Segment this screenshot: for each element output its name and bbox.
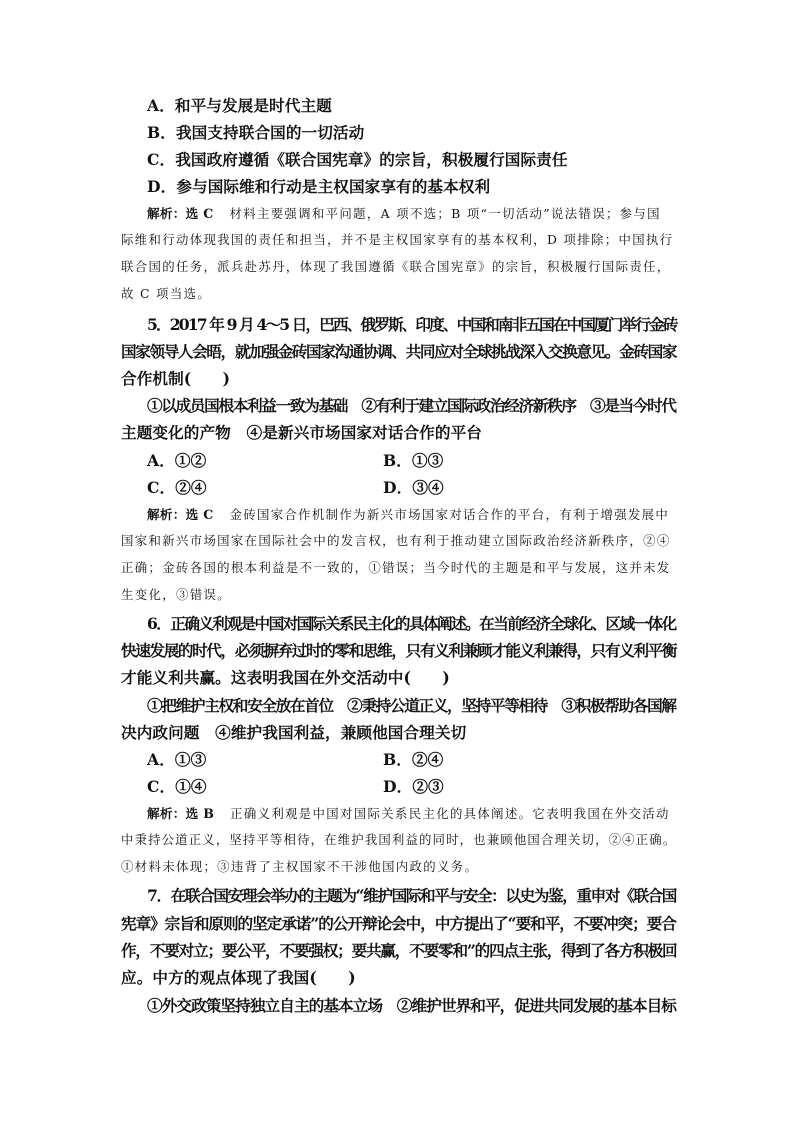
q5-explanation-line: 正确；金砖各国的根本利益是不一致的，①错误；当今时代的主题是和平与发展，这并未发 (121, 560, 671, 575)
q5-explanation-text: 金砖国家合作机制作为新兴市场国家对话合作的平台，有利于增强发展中 (229, 507, 670, 522)
q4-explanation-line (147, 205, 661, 223)
q6-explanation-line (147, 805, 670, 823)
q4-explanation-tag: 解析：选 C (147, 206, 214, 221)
q6-explanation-text: 正确义利观是中国对国际关系民主化的具体阐述。它表明我国在外交活动 (230, 806, 670, 821)
q6-item-line: ①把维护主权和安全放在首位 ②秉持公道正义，坚持平等相待 ③积极帮助各国解 (147, 696, 676, 715)
q5-option-a: A．①② (147, 451, 207, 470)
q5-explanation-line: 国家和新兴市场国家在国际社会中的发言权，也有利于推动建立国际政治经济新秩序，②④ (121, 533, 671, 548)
q6-explanation-line: 中秉持公道正义，坚持平等相待，在维护我国利益的同时，也兼顾他国合理关切，②④正确。 (121, 832, 677, 847)
q5-option-d: D．③④ (383, 478, 444, 497)
q6-option-a: A．①③ (147, 750, 207, 769)
q5-explanation-tag: 解析：选 C (147, 507, 214, 522)
q5-item-line: 主题变化的产物 ④是新兴市场国家对话合作的平台 (121, 423, 482, 442)
q7-item-line: ①外交政策坚持独立自主的基本立场 ②维护世界和平，促进共同发展的基本目标 (147, 996, 676, 1015)
q4-option-b: B．我国支持联合国的一切活动 (147, 123, 365, 142)
q5-explanation-line (147, 506, 669, 524)
q4-option-c: C．我国政府遵循《联合国宪章》的宗旨，积极履行国际责任 (147, 150, 568, 169)
q5-explanation-line: 生变化，③错误。 (121, 587, 231, 602)
q6-stem-line: 快速发展的时代，必须摒弃过时的零和思维，只有义利兼顾才能义利兼得，只有义利平衡 (121, 641, 677, 660)
q6-explanation-tag: 解析：选 B (147, 806, 215, 821)
q6-option-c: C．①④ (147, 777, 207, 796)
q5-stem-line: 国家领导人会晤，就加强金砖国家沟通协调、共同应对全球挑战深入交换意见。金砖国家 (121, 342, 677, 361)
q5-item-line: ①以成员国根本利益一致为基础 ②有利于建立国际政治经济新秩序 ③是当今时代 (147, 396, 676, 415)
q4-explanation-line: 际维和行动体现我国的责任和担当，并不是主权国家享有的基本权利，D 项排除；中国执行 (121, 232, 674, 247)
q4-option-a: A．和平与发展是时代主题 (147, 96, 332, 115)
q5-option-b: B．①③ (383, 451, 444, 470)
q7-stem-line: 应。中方的观点体现了我国( ) (121, 968, 356, 987)
q6-option-d: D．②③ (383, 777, 444, 796)
q4-explanation-line: 联合国的任务，派兵赴苏丹，体现了我国遵循《联合国宪章》的宗旨，积极履行国际责任， (121, 259, 671, 274)
q4-explanation-text: 材料主要强调和平问题，A 项不选；B 项“一切活动”说法错误；参与国 (229, 206, 661, 221)
q7-stem-line: 宪章》宗旨和原则的坚定承诺”的公开辩论会中，中方提出了“要和平，不要冲突；要合 (121, 914, 676, 933)
q6-stem-line: 才能义利共赢。这表明我国在外交活动中( ) (121, 668, 450, 687)
q4-explanation-line: 故 C 项当选。 (121, 286, 212, 301)
q5-stem-line: 5．2017 年 9 月 4～5 日，巴西、俄罗斯、印度、中国和南非五国在中国厦门举行金砖 (147, 315, 677, 334)
q5-stem-line: 合作机制( ) (121, 369, 231, 388)
q6-option-b: B．②④ (383, 750, 444, 769)
q6-item-line: 决内政问题 ④维护我国利益，兼顾他国合理关切 (121, 723, 467, 742)
q5-option-c: C．②④ (147, 478, 207, 497)
q4-option-d: D．参与国际维和行动是主权国家享有的基本权利 (147, 177, 491, 196)
q7-stem-line: 7．在联合国安理会举办的主题为“维护国际和平与安全：以史为鉴，重申对《联合国 (147, 886, 676, 905)
q6-explanation-line: ①材料未体现；③违背了主权国家不干涉他国内政的义务。 (121, 859, 479, 874)
q7-stem-line: 作，不要对立；要公平，不要强权；要共赢，不要零和”的四点主张，得到了各方积极回 (121, 941, 677, 960)
q6-stem-line: 6．正确义利观是中国对国际关系民主化的具体阐述。在当前经济全球化、区域一体化 (147, 614, 676, 633)
